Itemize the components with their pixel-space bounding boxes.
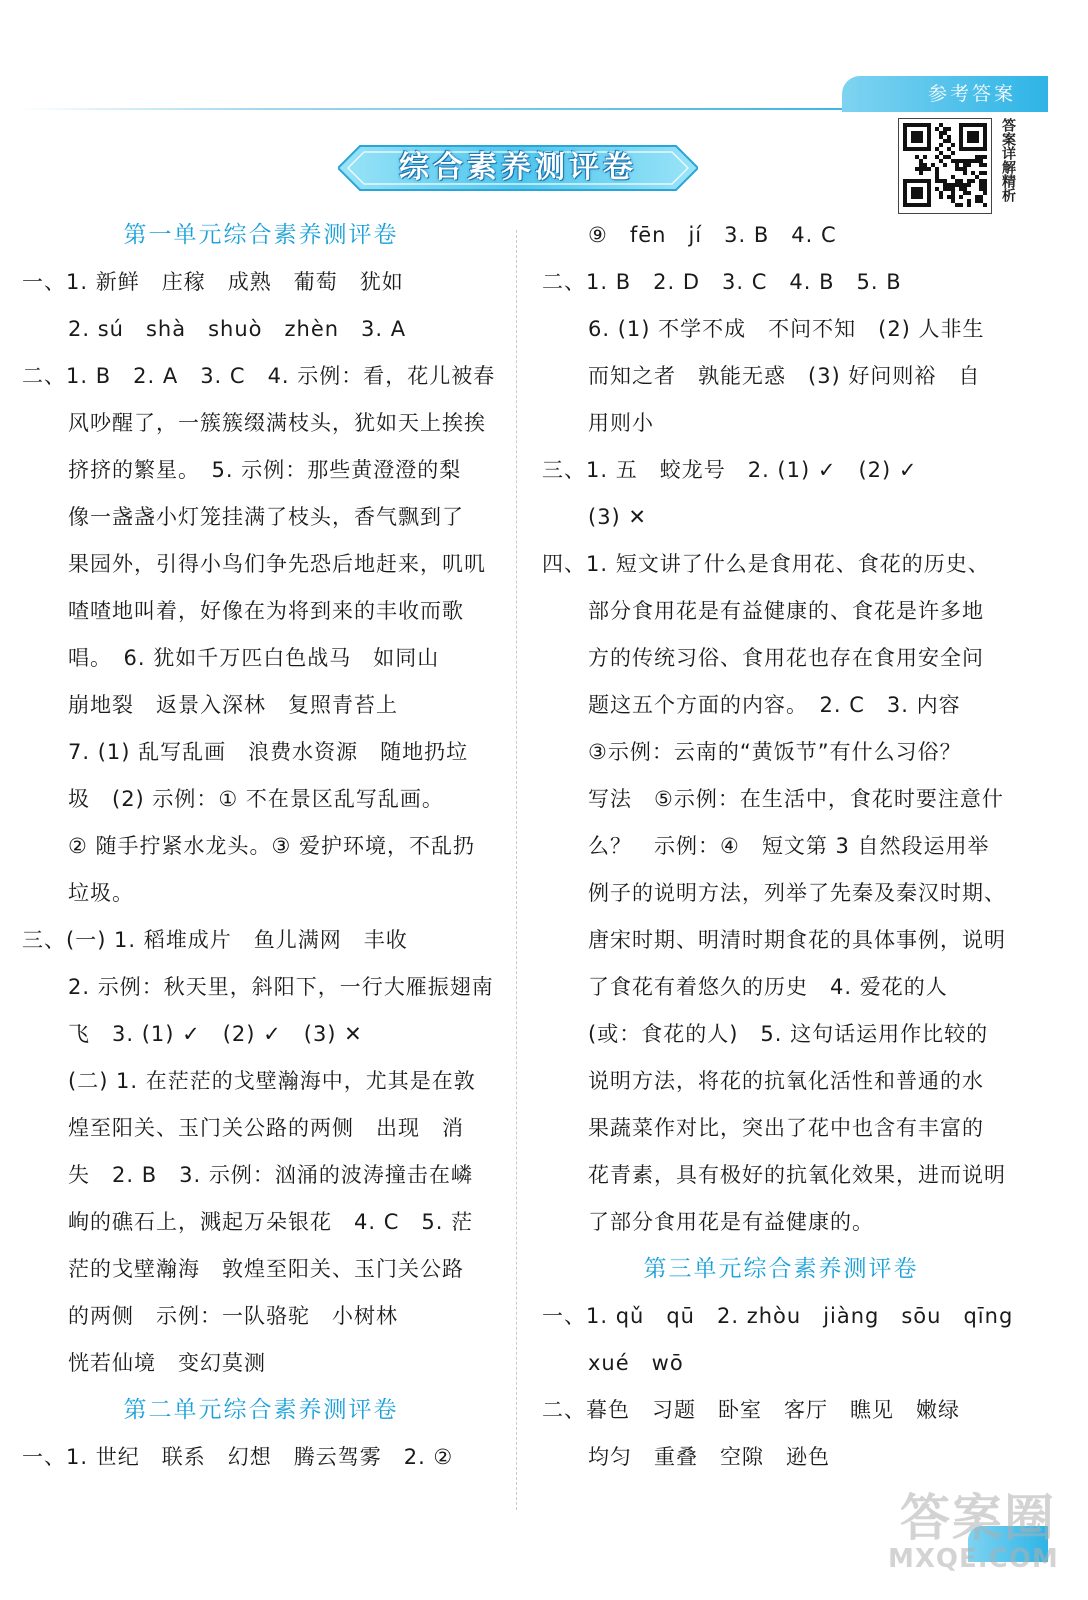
section-heading: 第三单元综合素养测评卷 [643, 1256, 919, 1282]
column-divider [516, 230, 517, 1510]
answer-line: 7. (1) 乱写乱画 浪费水资源 随地扔垃 [68, 740, 469, 764]
section-heading: 第一单元综合素养测评卷 [123, 222, 399, 248]
answer-line: 么？ 示例：④ 短文第 3 自然段运用举 [588, 834, 990, 858]
answer-line: 了部分食用花是有益健康的。 [588, 1210, 874, 1234]
answer-line: 2. 示例：秋天里，斜阳下，一行大雁振翅南 [68, 975, 494, 999]
answer-line: 煌至阳关、玉门关公路的两侧 出现 消 [68, 1116, 464, 1140]
answer-line: 失 2. B 3. 示例：汹涌的波涛撞击在嶙 [68, 1163, 473, 1187]
answer-line: 均匀 重叠 空隙 逊色 [588, 1445, 830, 1469]
answer-line: 一、1. 世纪 联系 幻想 腾云驾雾 2. ② [22, 1445, 454, 1469]
answer-line: 的两侧 示例：一队骆驼 小树林 [68, 1304, 398, 1328]
watermark [880, 1478, 1080, 1588]
left-column [22, 212, 500, 1481]
qr-side-label: 答案详解精析 [1000, 118, 1016, 202]
answer-line: 茫的戈壁瀚海 敦煌至阳关、玉门关公路 [68, 1257, 464, 1281]
answer-line: 恍若仙境 变幻莫测 [68, 1351, 266, 1375]
qr-code[interactable] [898, 118, 992, 214]
answer-line: 例子的说明方法，列举了先秦及秦汉时期、 [588, 881, 1006, 905]
answer-line: 二、暮色 习题 卧室 客厅 瞧见 嫩绿 [542, 1398, 960, 1422]
answer-line: 圾 (2) 示例：① 不在景区乱写乱画。 [68, 787, 444, 811]
watermark-bottom: MXQE.COM [888, 1544, 1059, 1574]
header-rule [20, 108, 850, 110]
answer-line: 写法 ⑤示例：在生活中，食花时要注意什 [588, 787, 1004, 811]
section-heading: 第二单元综合素养测评卷 [123, 1397, 399, 1423]
answer-line: 了食花有着悠久的历史 4. 爱花的人 [588, 975, 948, 999]
answer-line: 唱。 6. 犹如千万匹白色战马 如同山 [68, 646, 440, 670]
section-tab: 参考答案 [842, 76, 1048, 112]
answer-line: 一、1. qǔ qū 2. zhòu jiàng sōu qīng [542, 1304, 1014, 1328]
answer-line: (二) 1. 在茫茫的戈壁瀚海中，尤其是在敦 [68, 1069, 476, 1093]
answer-line: 像一盏盏小灯笼挂满了枝头，香气飘到了 [68, 505, 464, 529]
title-banner [338, 144, 698, 192]
answer-line: 飞 3. (1) ✓ (2) ✓ (3) ✕ [68, 1022, 363, 1046]
answer-line: 二、1. B 2. D 3. C 4. B 5. B [542, 270, 902, 294]
answer-line: ③示例：云南的“黄饭节”有什么习俗？ [588, 740, 962, 764]
answer-line: 部分食用花是有益健康的、食花是许多地 [588, 599, 984, 623]
answer-line: 风吵醒了，一簇簇缀满枝头，犹如天上挨挨 [68, 411, 486, 435]
right-column [542, 212, 1020, 1481]
answer-line: 花青素，具有极好的抗氧化效果，进而说明 [588, 1163, 1006, 1187]
answer-line: 四、1. 短文讲了什么是食用花、食花的历史、 [542, 552, 990, 576]
answer-line: 果园外，引得小鸟们争先恐后地赶来，叽叽 [68, 552, 486, 576]
answer-line: ② 随手拧紧水龙头。③ 爱护环境，不乱扔 [68, 834, 476, 858]
answer-line: 6. (1) 不学不成 不问不知 (2) 人非生 [588, 317, 985, 341]
answer-line: 崩地裂 返景入深林 复照青苔上 [68, 693, 398, 717]
answer-line: 用则小 [588, 411, 654, 435]
answer-line: xué wō [588, 1351, 684, 1375]
watermark-top: 答案圈 [900, 1489, 1056, 1547]
answer-line: 果蔬菜作对比，突出了花中也含有丰富的 [588, 1116, 984, 1140]
qr-code-icon [899, 119, 991, 213]
answer-line: 三、(一) 1. 稻堆成片 鱼儿满网 丰收 [22, 928, 408, 952]
answer-line: 喳喳地叫着，好像在为将到来的丰收而歌 [68, 599, 464, 623]
answer-line: ⑨ fēn jí 3. B 4. C [588, 223, 837, 247]
answer-line: (或：食花的人) 5. 这句话运用作比较的 [588, 1022, 989, 1046]
answer-line: 垃圾。 [68, 881, 134, 905]
answer-line: 说明方法，将花的抗氧化活性和普通的水 [588, 1069, 984, 1093]
answer-line: 二、1. B 2. A 3. C 4. 示例：看，花儿被春 [22, 364, 496, 388]
answer-line: (3) ✕ [588, 505, 648, 529]
answer-line: 挤挤的繁星。 5. 示例：那些黄澄澄的梨 [68, 458, 462, 482]
answer-line: 峋的礁石上，溅起万朵银花 4. C 5. 茫 [68, 1210, 474, 1234]
answer-line: 三、1. 五 蛟龙号 2. (1) ✓ (2) ✓ [542, 458, 918, 482]
answer-line: 唐宋时期、明清时期食花的具体事例，说明 [588, 928, 1006, 952]
answer-line: 而知之者 孰能无惑 (3) 好问则裕 自 [588, 364, 981, 388]
answer-line: 题这五个方面的内容。 2. C 3. 内容 [588, 693, 961, 717]
banner-title: 综合素养测评卷 [399, 150, 637, 185]
answer-line: 一、1. 新鲜 庄稼 成熟 葡萄 犹如 [22, 270, 404, 294]
answer-line: 方的传统习俗、食用花也存在食用安全问 [588, 646, 984, 670]
answer-line: 2. sú shà shuò zhèn 3. A [68, 317, 407, 341]
